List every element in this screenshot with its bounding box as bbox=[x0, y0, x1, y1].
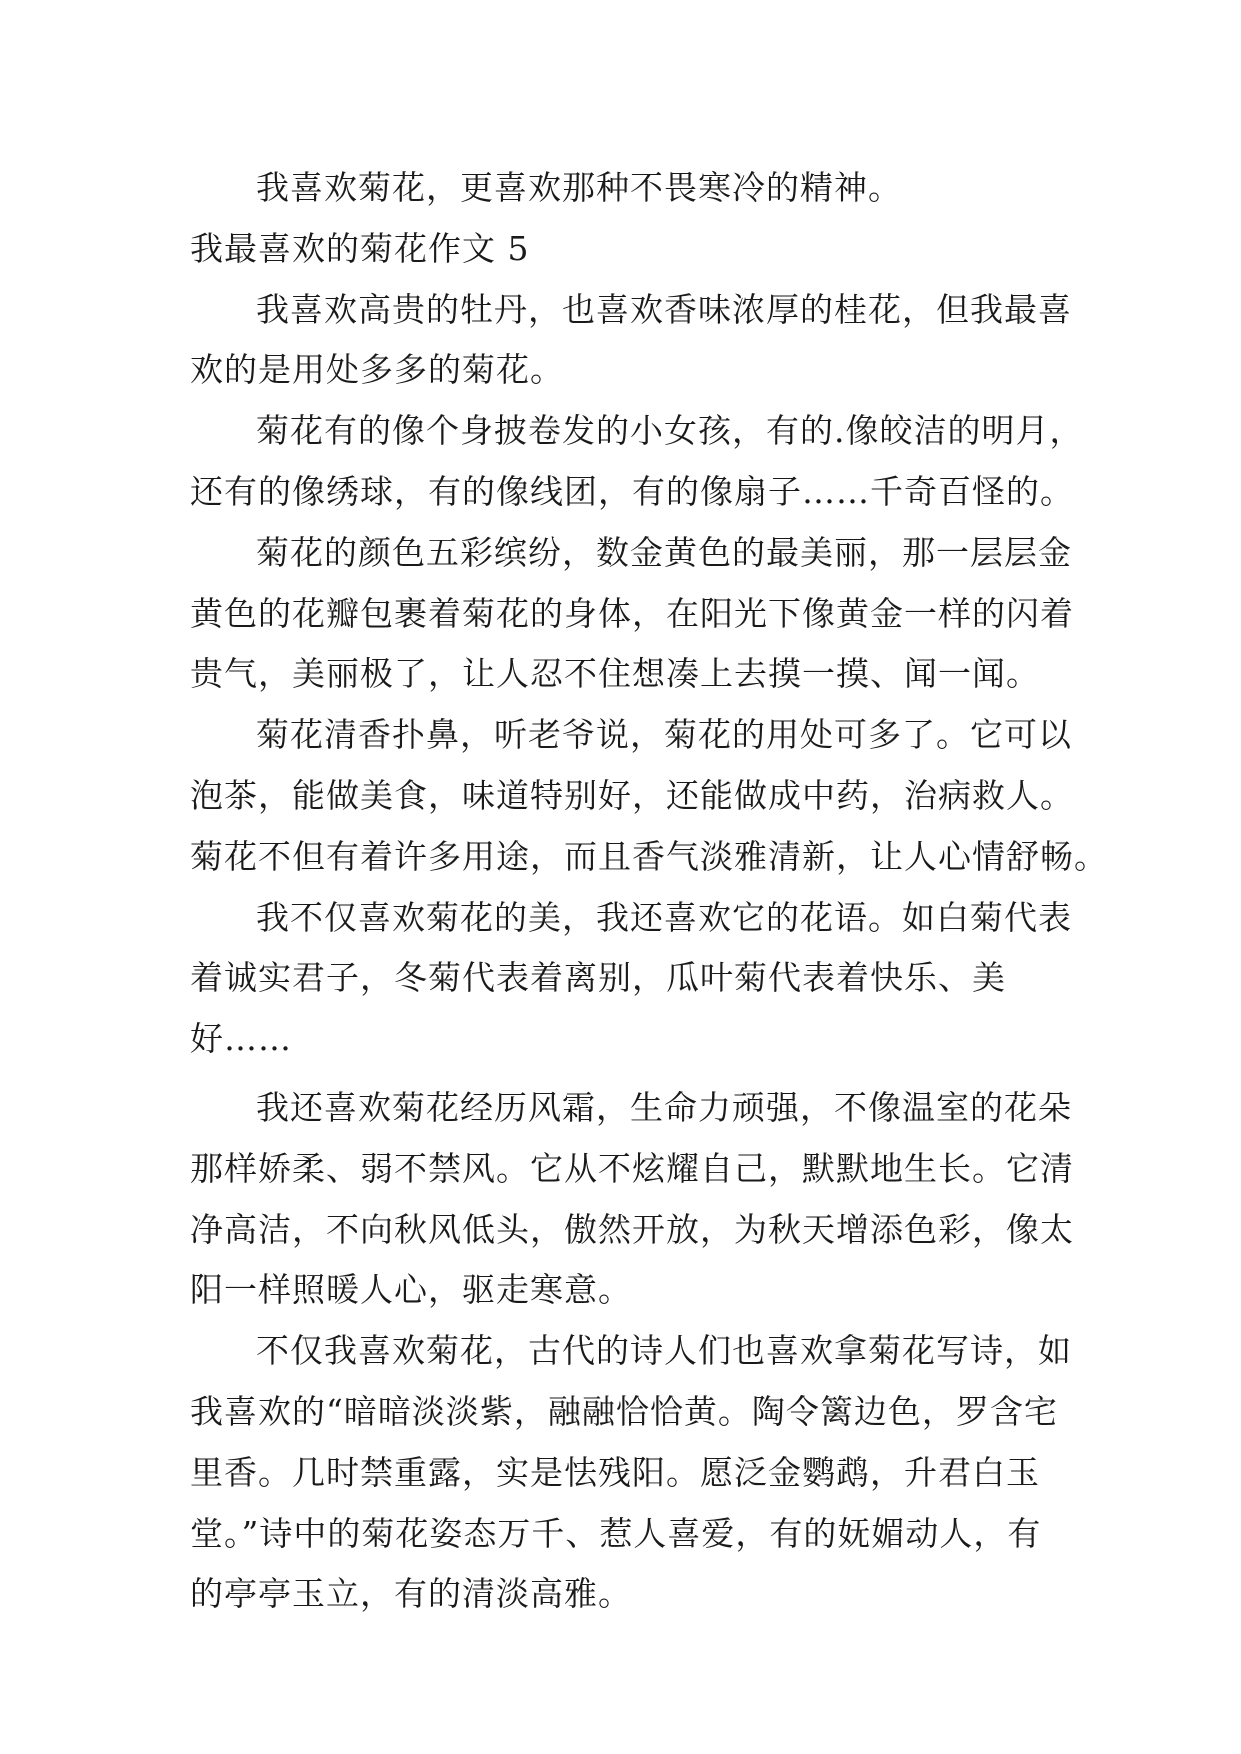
paragraph-gap bbox=[190, 1070, 1060, 1078]
text-line: 的亭亭玉立，有的清淡高雅。 bbox=[190, 1574, 632, 1614]
text-line: 好…… bbox=[190, 1019, 292, 1059]
text-line: 菊花清香扑鼻，听老爷说，菊花的用处可多了。它可以 bbox=[256, 715, 1072, 755]
text-line: 我喜欢菊花，更喜欢那种不畏寒冷的精神。 bbox=[256, 168, 902, 207]
text-line: 我还喜欢菊花经历风霜，生命力顽强，不像温室的花朵 bbox=[256, 1087, 1072, 1127]
text-line: 泡茶，能做美食，味道特别好，还能做成中药，治病救人。 bbox=[190, 775, 1074, 815]
text-line: 那样娇柔、弱不禁风。它从不炫耀自己，默默地生长。它清 bbox=[190, 1148, 1074, 1188]
text-line: 黄色的花瓣包裹着菊花的身体，在阳光下像黄金一样的闪着 bbox=[190, 593, 1074, 633]
text-line: 净高洁，不向秋风低头，傲然开放，为秋天增添色彩，像太 bbox=[190, 1209, 1074, 1249]
text-line: 菊花有的像个身披卷发的小女孩，有的.像皎洁的明月， bbox=[256, 411, 1084, 451]
text-line: 欢的是用处多多的菊花。 bbox=[190, 350, 564, 390]
text-line: 贵气，美丽极了，让人忍不住想凑上去摸一摸、闻一闻。 bbox=[190, 654, 1040, 694]
text-line: 阳一样照暖人心，驱走寒意。 bbox=[190, 1270, 632, 1310]
section-heading: 我最喜欢的菊花作文 5 bbox=[190, 228, 530, 268]
text-line: 我不仅喜欢菊花的美，我还喜欢它的花语。如白菊代表 bbox=[256, 897, 1072, 937]
text-line: 不仅我喜欢菊花，古代的诗人们也喜欢拿菊花写诗，如 bbox=[256, 1331, 1072, 1371]
text-line: 菊花的颜色五彩缤纷，数金黄色的最美丽，那一层层金 bbox=[256, 532, 1072, 572]
text-line: 着诚实君子，冬菊代表着离别，瓜叶菊代表着快乐、美 bbox=[190, 958, 1006, 998]
text-line: 菊花不但有着许多用途，而且香气淡雅清新，让人心情舒畅。 bbox=[190, 836, 1108, 876]
text-line: 里香。几时禁重露，实是怯残阳。愿泛金鹦鹉，升君白玉 bbox=[190, 1452, 1040, 1492]
text-line: 还有的像绣球，有的像线团，有的像扇子……千奇百怪的。 bbox=[190, 471, 1074, 511]
text-line: 我喜欢高贵的牡丹，也喜欢香味浓厚的桂花，但我最喜 bbox=[256, 289, 1072, 329]
document-body bbox=[190, 158, 1108, 1625]
text-line: 我喜欢的“暗暗淡淡紫，融融恰恰黄。陶令篱边色，罗含宅 bbox=[190, 1391, 1058, 1431]
text-line: 堂。”诗中的菊花姿态万千、惹人喜爱，有的妩媚动人，有 bbox=[190, 1513, 1042, 1553]
